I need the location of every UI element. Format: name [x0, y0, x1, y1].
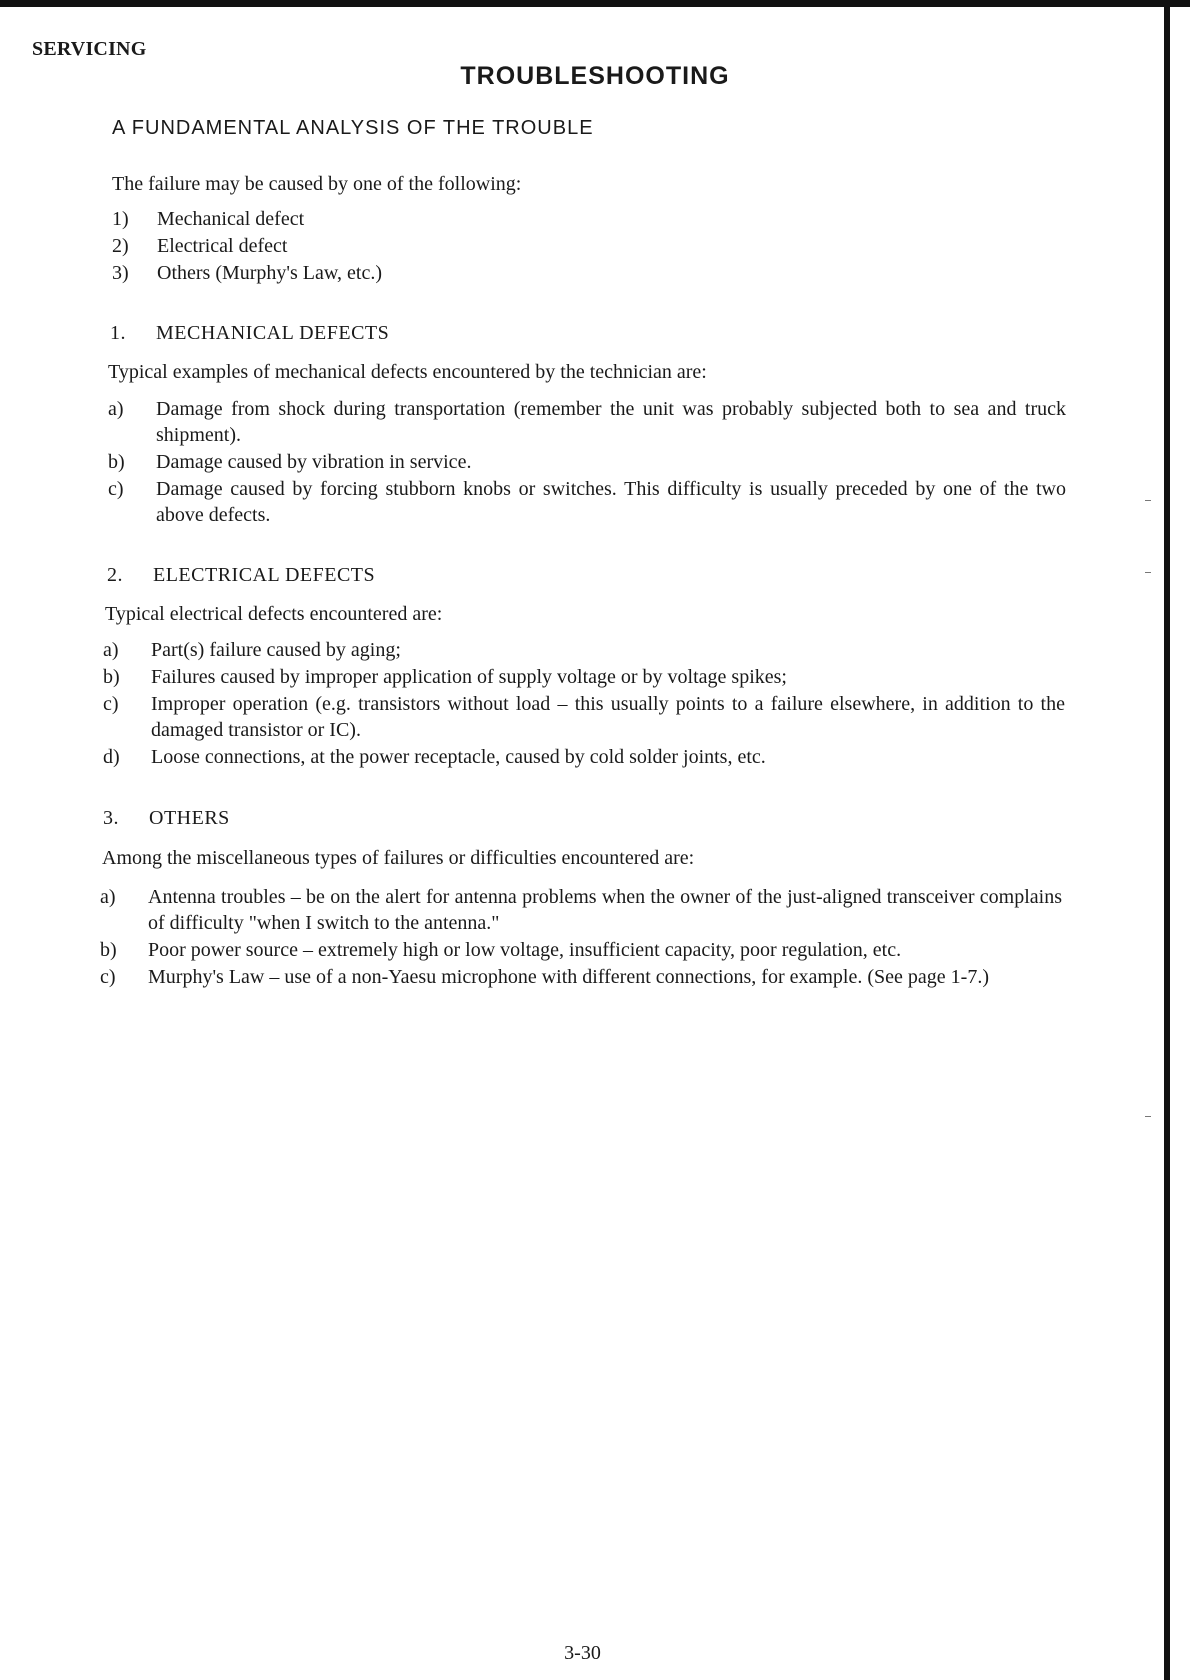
top-border — [0, 0, 1190, 7]
list-text: Others (Murphy's Law, etc.) — [157, 262, 383, 284]
list-item — [103, 637, 1065, 663]
section-lead: Typical examples of mechanical defects encountered by the technician are: — [108, 361, 707, 383]
section-lead: Among the miscellaneous types of failures or difficulties encountered are: — [102, 847, 695, 869]
section-number: 3. — [103, 807, 119, 829]
list-text: Improper operation (e.g. transistors without load – this usually points to a failure elsewhere, in addition to the damaged transistor or IC). — [151, 693, 1065, 741]
page-title: TROUBLESHOOTING — [460, 62, 730, 90]
list-item — [103, 664, 1065, 690]
list-marker: c) — [108, 478, 124, 500]
section-heading-mechanical — [110, 322, 389, 345]
list-item — [108, 476, 1066, 528]
list-item — [100, 937, 1062, 963]
section-number: 2. — [107, 564, 123, 586]
intro-list — [112, 206, 1052, 287]
list-marker: d) — [103, 746, 120, 768]
list-item — [103, 744, 1065, 770]
list-marker: 1) — [112, 208, 129, 230]
list-item — [108, 396, 1066, 448]
section-number: 1. — [110, 322, 126, 344]
page-subtitle: A FUNDAMENTAL ANALYSIS OF THE TROUBLE — [112, 117, 594, 139]
list-marker: b) — [103, 666, 120, 688]
list-marker: 3) — [112, 262, 129, 284]
mechanical-defects-list — [108, 396, 1066, 529]
list-text: Electrical defect — [157, 235, 288, 257]
section-label: SERVICING — [32, 38, 147, 60]
list-marker: a) — [103, 639, 119, 661]
list-item — [112, 260, 1052, 286]
list-text: Damage caused by forcing stubborn knobs or switches. This difficulty is usually preceded by one of the two above defects. — [156, 478, 1066, 526]
list-text: Part(s) failure caused by aging; — [151, 639, 401, 661]
list-text: Antenna troubles – be on the alert for antenna problems when the owner of the just-aligned transceiver complains of difficulty "when I switch to the antenna." — [148, 886, 1062, 934]
list-text: Mechanical defect — [157, 208, 305, 230]
list-marker: c) — [103, 693, 119, 715]
intro-text: The failure may be caused by one of the following: — [112, 173, 522, 195]
list-item — [100, 964, 1062, 990]
section-title: MECHANICAL DEFECTS — [156, 322, 390, 344]
section-lead: Typical electrical defects encountered are: — [105, 603, 443, 625]
list-marker: a) — [100, 886, 116, 908]
list-item — [112, 206, 1052, 232]
list-text: Murphy's Law – use of a non-Yaesu microphone with different connections, for example. (See page 1-7.) — [148, 966, 989, 988]
page-number: 3-30 — [564, 1642, 601, 1664]
list-text: Failures caused by improper application of supply voltage or by voltage spikes; — [151, 666, 787, 688]
margin-tick — [1145, 1116, 1151, 1117]
section-heading-electrical — [107, 564, 375, 587]
list-text: Poor power source – extremely high or low voltage, insufficient capacity, poor regulation, etc. — [148, 939, 902, 961]
right-border — [1164, 0, 1170, 1680]
list-marker: 2) — [112, 235, 129, 257]
list-marker: a) — [108, 398, 124, 420]
list-text: Damage from shock during transportation (remember the unit was probably subjected both to sea and truck shipment). — [156, 398, 1066, 446]
electrical-defects-list — [103, 637, 1065, 771]
list-item — [100, 884, 1062, 936]
list-text: Damage caused by vibration in service. — [156, 451, 472, 473]
list-marker: b) — [108, 451, 125, 473]
others-list — [100, 884, 1062, 991]
list-item — [108, 449, 1066, 475]
list-marker: c) — [100, 966, 116, 988]
list-text: Loose connections, at the power receptacle, caused by cold solder joints, etc. — [151, 746, 766, 768]
section-heading-others — [103, 807, 230, 830]
section-title: ELECTRICAL DEFECTS — [153, 564, 376, 586]
section-title: OTHERS — [149, 807, 230, 829]
margin-tick — [1145, 500, 1151, 501]
margin-tick — [1145, 572, 1151, 573]
list-item — [112, 233, 1052, 259]
list-item — [103, 691, 1065, 743]
list-marker: b) — [100, 939, 117, 961]
